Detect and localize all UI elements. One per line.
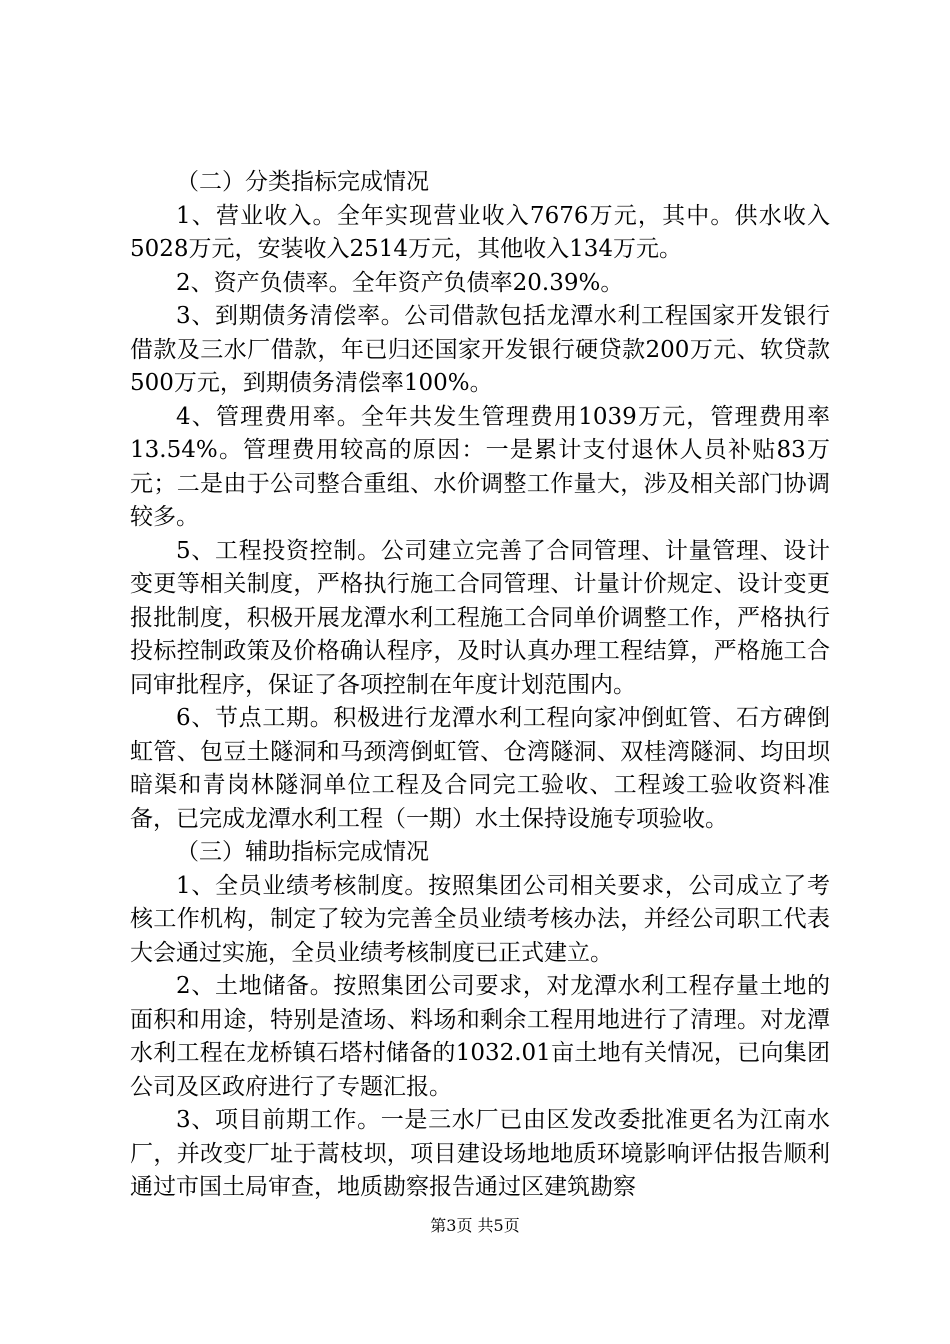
page-footer: 第3页 共5页 [430,1216,520,1235]
paragraph-performance-assessment: 1、全员业绩考核制度。按照集团公司相关要求，公司成立了考核工作机构，制定了较为完善全员业绩考核办法，并经公司职工代表大会通过实施，全员业绩考核制度已正式建立。 [130,872,830,966]
document-body [130,166,830,1205]
paragraph-operating-revenue: 1、营业收入。全年实现营业收入7676万元，其中。供水收入5028万元，安装收入2514万元，其他收入134万元。 [130,202,830,262]
section-heading-2: （二）分类指标完成情况 [176,169,429,195]
section-heading-3: （三）辅助指标完成情况 [176,839,429,865]
paragraph-debt-ratio: 2、资产负债率。全年资产负债率20.39%。 [176,269,624,296]
paragraph-land-reserve: 2、土地储备。按照集团公司要求，对龙潭水利工程存量土地的面积和用途，特别是渣场、料场和剩余工程用地进行了清理。对龙潭水利工程在龙桥镇石塔村储备的1032.01亩土地有关情况，已向集团公司及区政府进行了专题汇报。 [130,973,830,1100]
paragraph-preliminary-work: 3、项目前期工作。一是三水厂已由区发改委批准更名为江南水厂，并改变厂址于蒿枝坝，项目建设场地地质环境影响评估报告顺利通过市国土局审查，地质勘察报告通过区建筑勘察 [130,1107,830,1200]
paragraph-investment-control: 5、工程投资控制。公司建立完善了合同管理、计量管理、设计变更等相关制度，严格执行施工合同管理、计量计价规定、设计变更报批制度，积极开展龙潭水利工程施工合同单价调整工作，严格执行投标控制政策及价格确认程序，及时认真办理工程结算，严格施工合同审批程序，保证了各项控制在年度计划范围内。 [130,537,830,698]
paragraph-debt-repayment: 3、到期债务清偿率。公司借款包括龙潭水利工程国家开发银行借款及三水厂借款，年已归还国家开发银行硬贷款200万元、软贷款500万元，到期债务清偿率100%。 [130,303,830,396]
paragraph-management-expense: 4、管理费用率。全年共发生管理费用1039万元，管理费用率13.54%。管理费用较高的原因：一是累计支付退休人员补贴83万元；二是由于公司整合重组、水价调整工作量大，涉及相关部门协调较多。 [130,403,830,530]
paragraph-milestones: 6、节点工期。积极进行龙潭水利工程向家冲倒虹管、石方碑倒虹管、包豆土隧洞和马颈湾倒虹管、仓湾隧洞、双桂湾隧洞、均田坝暗渠和青岗林隧洞单位工程及合同完工验收、工程竣工验收资料准备，已完成龙潭水利工程（一期）水土保持设施专项验收。 [130,705,830,832]
